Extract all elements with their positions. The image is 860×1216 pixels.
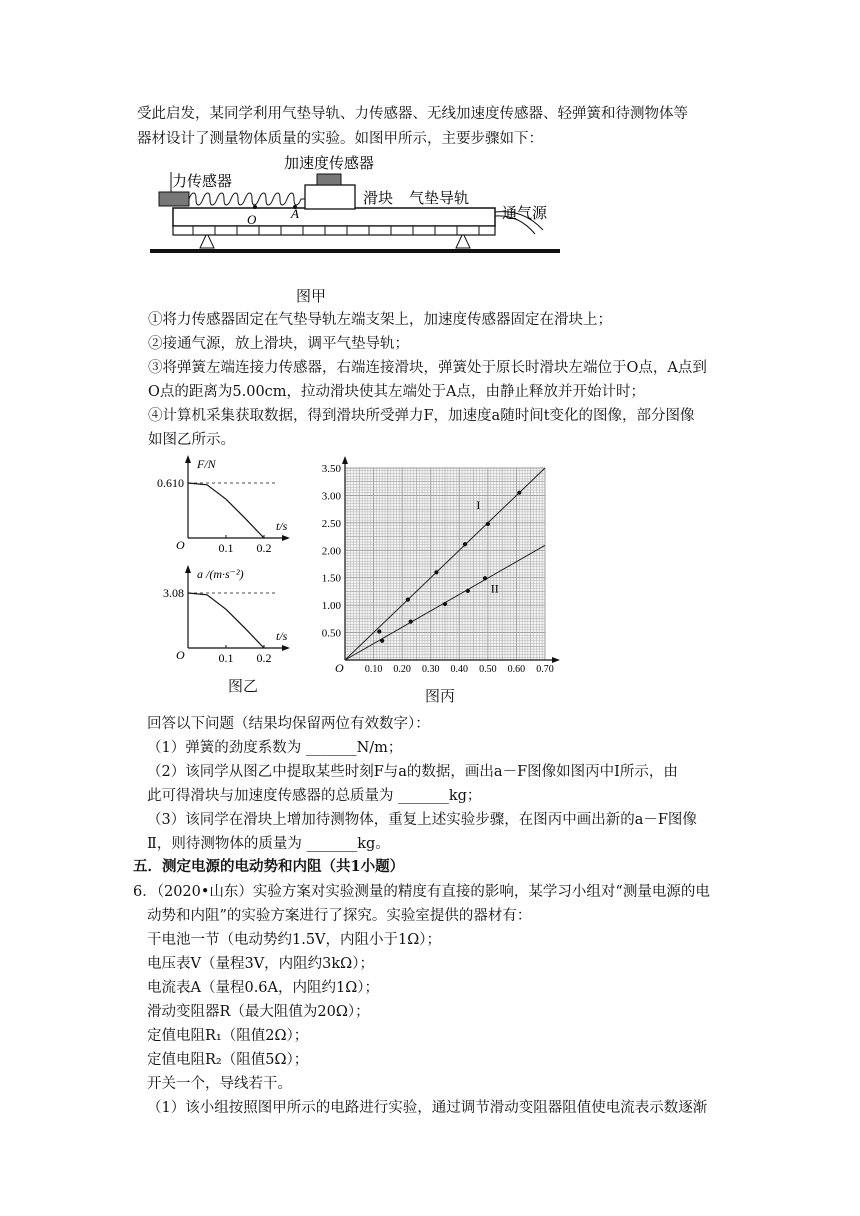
x-tick-label: 0.40 <box>450 664 469 675</box>
q6-item-battery: 干电池一节（电动势约1.5V，内阻小于1Ω）； <box>147 932 442 948</box>
q6-item-switch: 开关一个，导线若干。 <box>147 1076 292 1092</box>
data-point-II <box>483 576 487 580</box>
y-marked-label: 3.08 <box>163 586 184 600</box>
x-tick-label: 0.1 <box>218 651 234 665</box>
curve-a-t <box>188 593 264 648</box>
x-tick-label: 0.60 <box>507 664 526 675</box>
origin-label: O <box>176 538 185 552</box>
data-point-II <box>380 639 384 643</box>
data-point-II <box>443 602 447 606</box>
chart-a-t <box>140 560 310 670</box>
y-axis-label: F/N <box>197 457 216 471</box>
air-track-base <box>173 226 495 235</box>
x-tick-label: 0.50 <box>479 664 497 675</box>
label-force-sensor: 力传感器 <box>172 172 233 190</box>
y-axis-arrow <box>185 565 191 573</box>
question-1: （1）弹簧的劲度系数为 _______N/m； <box>147 740 403 756</box>
chart-f-t <box>140 450 310 560</box>
label-o: O <box>247 212 257 227</box>
y-axis-arrow <box>342 456 348 464</box>
y-tick-label: 0.50 <box>321 627 341 640</box>
q6-part-1: （1）该小组按照图甲所示的电路进行实验，通过调节滑动变阻器阻值使电流表示数逐渐 <box>147 1100 708 1116</box>
x-axis-arrow <box>282 535 290 541</box>
data-point-I <box>406 598 410 602</box>
q6-item-rheostat: 滑动变阻器R（最大阻值为20Ω）； <box>147 1004 370 1020</box>
label-air: 通气源 <box>502 204 548 222</box>
data-point-I <box>517 491 521 495</box>
label-accel-sensor: 加速度传感器 <box>284 154 375 172</box>
data-point-I <box>486 522 490 526</box>
data-point-II <box>409 620 413 624</box>
q6-line-1: 6．（2020•山东）实验方案对实验测量的精度有直接的影响，某学习小组对“测量电源的电 <box>133 884 710 900</box>
intro-line-2: 器材设计了测量物体质量的实验。如图甲所示，主要步骤如下： <box>137 131 543 147</box>
figure-jia-apparatus <box>145 150 615 310</box>
accel-sensor <box>317 174 341 185</box>
q6-item-r1: 定值电阻R₁（阻值2Ω）； <box>147 1028 309 1044</box>
intro-line-1: 受此启发，某同学利用气垫导轨、力传感器、无线加速度传感器、轻弹簧和待测物体等 <box>137 106 688 122</box>
air-track <box>173 208 495 226</box>
question-3-cont: Ⅱ，则待测物体的质量为 _______kg。 <box>147 836 390 852</box>
origin-label: O <box>176 648 185 662</box>
data-point-I <box>463 542 467 546</box>
x-tick-label: 0.2 <box>256 651 272 665</box>
step-4: ④计算机采集获取数据，得到滑块所受弹力F，加速度a随时间t变化的图像，部分图像 <box>148 408 695 424</box>
origin-label: O <box>335 661 344 675</box>
caption-bing: 图丙 <box>425 687 456 705</box>
y-tick-label: 2.50 <box>321 517 341 530</box>
slider-block <box>305 185 355 209</box>
x-axis-arrow <box>282 645 290 651</box>
y-axis-label: a /(m·s⁻²) <box>197 567 244 581</box>
q6-item-r2: 定值电阻R₂（阻值5Ω）； <box>147 1052 309 1068</box>
question-3: （3）该同学在滑块上增加待测物体，重复上述实验步骤，在图丙中画出新的a－F图像 <box>147 812 697 828</box>
x-tick-label: 0.1 <box>218 541 234 555</box>
x-tick-label: 0.2 <box>256 541 272 555</box>
x-tick-label: 0.70 <box>536 664 554 675</box>
data-point-I <box>434 570 438 574</box>
x-axis-arrow <box>552 657 560 663</box>
curve-f-t <box>188 483 264 538</box>
y-tick-label: 3.50 <box>321 463 341 475</box>
x-tick-label: 0.20 <box>393 664 411 675</box>
series-label-I: I <box>476 498 481 513</box>
x-tick-label: 0.10 <box>364 664 383 675</box>
q6-item-voltmeter: 电压表V（量程3V，内阻约3kΩ）； <box>147 956 374 972</box>
section-heading: 五．测定电源的电动势和内阻（共1小题） <box>133 858 405 875</box>
label-a: A <box>291 206 299 221</box>
y-tick-label: 3.00 <box>321 490 341 503</box>
question-2: （2）该同学从图乙中提取某些时刻F与a的数据，画出a－F图像如图丙中Ⅰ所示，由 <box>147 764 678 780</box>
point-o <box>253 205 257 209</box>
y-tick-label: 1.50 <box>321 572 341 585</box>
q6-item-ammeter: 电流表A（量程0.6A，内阻约1Ω）； <box>147 980 379 996</box>
step-4-cont: 如图乙所示。 <box>148 432 235 448</box>
y-marked-label: 0.610 <box>157 476 184 490</box>
caption-yi: 图乙 <box>228 677 259 695</box>
label-track: 气垫导轨 <box>409 189 470 207</box>
step-3: ③将弹簧左端连接力传感器，右端连接滑块，弹簧处于原长时滑块左端位于O点，A点到 <box>148 360 707 376</box>
y-axis-arrow <box>185 455 191 463</box>
force-sensor <box>159 192 189 206</box>
caption-jia: 图甲 <box>296 287 327 305</box>
q6-line-2: 动势和内阻”的实验方案进行了探究。实验室提供的器材有： <box>147 908 532 924</box>
step-2: ②接通气源，放上滑块，调平气垫导轨； <box>148 336 409 352</box>
x-axis-label: t/s <box>276 519 288 533</box>
step-1: ①将力传感器固定在气垫导轨左端支架上，加速度传感器固定在滑块上； <box>148 312 612 328</box>
y-tick-label: 2.00 <box>321 545 341 558</box>
question-intro: 回答以下问题（结果均保留两位有效数字）： <box>147 716 430 732</box>
x-tick-label: 0.30 <box>421 664 440 675</box>
spring <box>189 193 305 205</box>
data-point-II <box>466 589 470 593</box>
x-axis-label: t/s <box>276 629 288 643</box>
chart-a-f <box>300 455 565 680</box>
ground-bar <box>150 249 560 253</box>
y-tick-label: 1.00 <box>321 600 341 613</box>
data-point-I <box>377 629 381 633</box>
step-3-cont: O点的距离为5.00cm，拉动滑块使其左端处于A点，由静止释放并开始计时； <box>148 384 646 400</box>
question-2-cont: 此可得滑块与加速度传感器的总质量为 _______kg； <box>147 788 482 804</box>
label-slider: 滑块 <box>363 189 394 207</box>
series-label-II: II <box>490 581 499 596</box>
